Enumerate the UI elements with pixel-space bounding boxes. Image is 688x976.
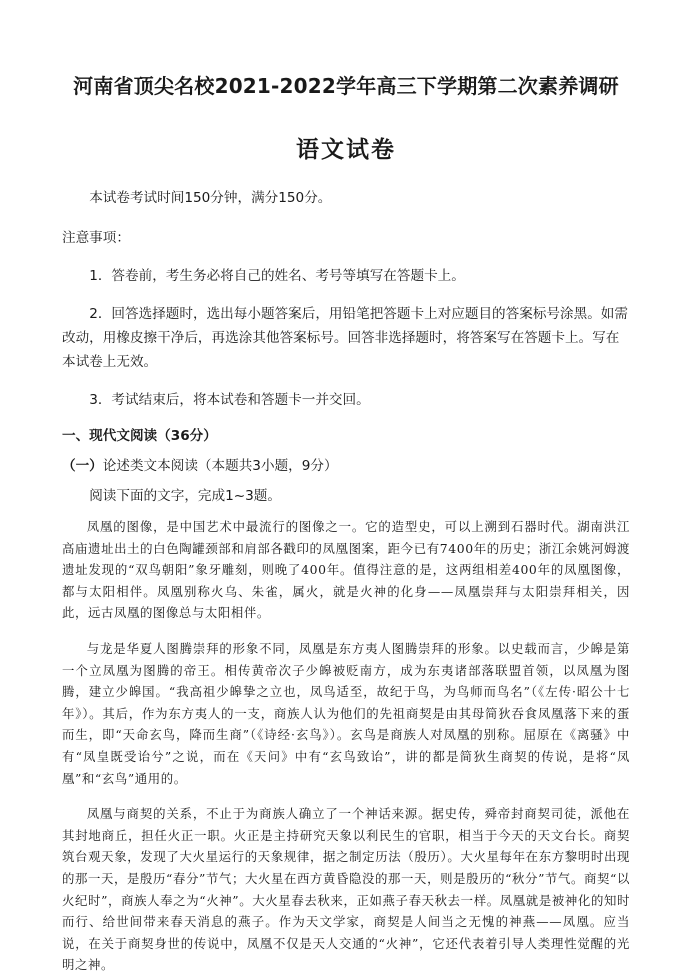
- notice-heading: 注意事项：: [62, 230, 130, 246]
- notice-item-1: 1．答卷前，考生务必将自己的姓名、考号等填写在答题卡上。: [89, 268, 465, 284]
- notice-item-3: 3．考试结束后，将本试卷和答题卡一并交回。: [89, 392, 370, 408]
- subsection-heading: [62, 454, 630, 478]
- exam-duration-note: 本试卷考试时间150分钟，满分150分。: [89, 190, 332, 206]
- notice-item-2: 2．回答选择题时，选出每小题答案后，用铅笔把答题卡上对应题目的答案标号涂黑。如需改动，用橡皮擦干净后，再选涂其他答案标号。回答非选择题时，将答案写在答题卡上。写在本试卷上无效。: [62, 306, 628, 370]
- subsection-label: （一）: [62, 458, 103, 474]
- article-paragraph-1: 凤凰的图像，是中国艺术中最流行的图像之一。它的造型史，可以上溯到石器时代。湖南洪江高庙遗址出土的白色陶罐颈部和肩部各戳印的凤凰图案，距今已有7400年的历史；浙江余姚河姆渡遗址发现的“双鸟朝阳”象牙雕刻，则晚了400年。值得注意的是，这两组相差400年的凤凰图像，都与太阳相伴。凤凰别称火乌、朱雀，属火，就是火神的化身——凤凰崇拜与太阳崇拜相关，因此，远古凤凰的图像总与太阳相伴。: [62, 519, 630, 621]
- article-paragraph-2: 与龙是华夏人图腾崇拜的形象不同，凤凰是东方夷人图腾崇拜的形象。以史载而言，少皞是第一个立凤凰为图腾的帝王。相传黄帝次子少皞被贬南方，成为东夷诸部落联盟首领，以凤凰为图腾，建立少皞国。“我高祖少皞挚之立也，凤鸟适至，故纪于鸟，为鸟师而鸟名”（《左传·昭公十七年》）。其后，作为东方夷人的一支，商族人认为他们的先祖商契是由其母简狄吞食凤凰落下来的蛋而生，即“天命玄鸟，降而生商”（《诗经·玄鸟》）。玄鸟是商族人对凤凰的别称。屈原在《离骚》中有“凤皇既受诒兮”之说，而在《天问》中有“玄鸟致诒”，讲的都是简狄生商契的传说，是将“凤凰”和“玄鸟”通用的。: [62, 640, 630, 786]
- subsection-title: 论述类文本阅读（本题共3小题，9分）: [102, 458, 338, 474]
- reading-instruction: 阅读下面的文字，完成1~3题。: [89, 488, 281, 504]
- section-heading: 一、现代文阅读（36分）: [62, 428, 217, 444]
- exam-title: 河南省顶尖名校2021-2022学年高三下学期第二次素养调研: [73, 74, 619, 98]
- article-paragraph-3: 凤凰与商契的关系，不止于为商族人确立了一个神话来源。据史传，舜帝封商契司徒，派他在其封地商丘，担任火正一职。火正是主持研究天象以利民生的官职，相当于今天的天文台长。商契筑台观天象，发现了大火星运行的天象规律，据之制定历法（殷历）。大火星每年在东方黎明时出现的那一天，是殷历“春分”节气；大火星在西方黄昏隐没的那一天，则是殷历的“秋分”节气。商契“以火纪时”，商族人奉之为“火神”。大火星春去秋来，正如燕子春天秋去一样。凤凰就是被神化的知时而行、给世间带来春天消息的燕子。作为天文学家，商契是人间当之无愧的神燕——凤凰。应当说，在关于商契身世的传说中，凤凰不仅是天人交通的“火神”，它还代表着引导人类理性觉醒的光明之神。: [62, 806, 630, 973]
- exam-subject-title: 语文试卷: [296, 137, 396, 163]
